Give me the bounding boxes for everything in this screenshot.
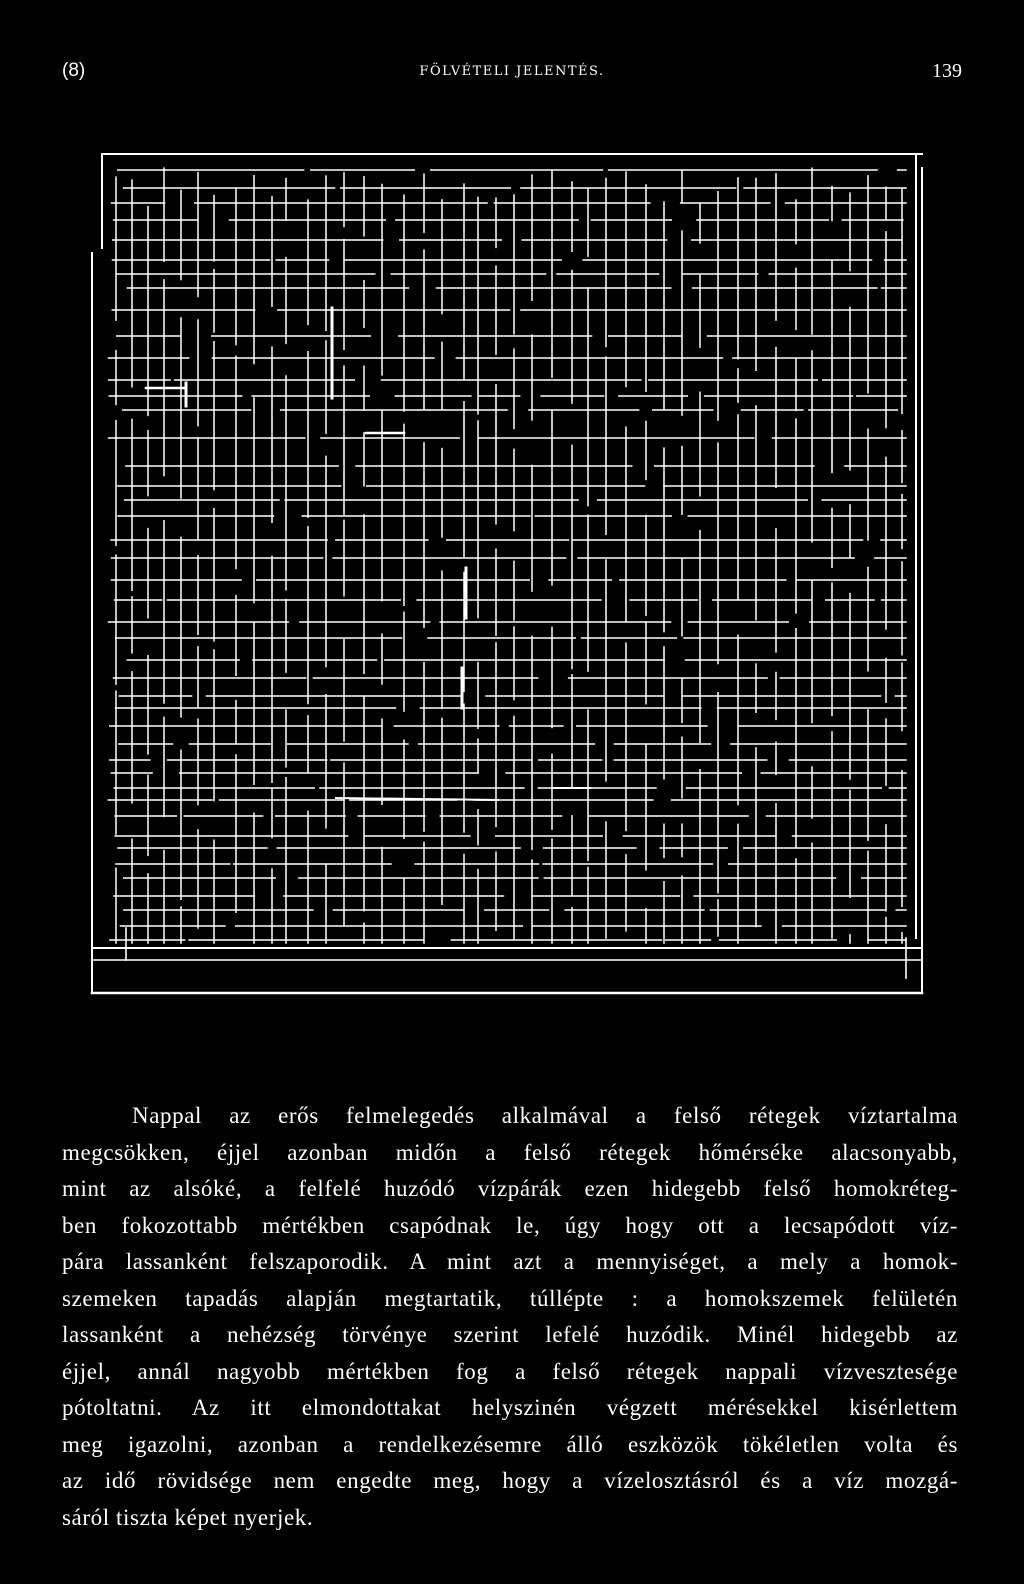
- text-line: ben fokozottabb mértékben csapódnak le, úgy hogy ott a lecsapódott víz-: [62, 1212, 958, 1238]
- text-line: mint az alsóké, a felfelé huzódó vízpárák ezen hidegebb felső homokréteg-: [62, 1176, 958, 1201]
- grid-diagram-icon: [86, 148, 931, 1008]
- running-title: FÖLVÉTELI JELENTÉS.: [419, 64, 605, 79]
- page-reference: (8): [62, 60, 86, 81]
- page-header: [62, 60, 962, 90]
- text-line: az idő rövidsége nem engedte meg, hogy a vízelosztásról és a víz mozgá-: [62, 1468, 958, 1493]
- grid-figure: [86, 148, 931, 1008]
- body-paragraph: [62, 1098, 958, 1536]
- text-line: Nappal az erős felmelegedés alkalmával a felső rétegek víztartalma: [132, 1103, 958, 1128]
- text-line: lassanként a nehézség törvénye szerint lefelé huzódik. Minél hidegebb az: [62, 1322, 958, 1347]
- text-line: pára lassanként felszaporodik. A mint azt a mennyiséget, a mely a homok-: [62, 1249, 958, 1274]
- page-number: 139: [932, 60, 962, 82]
- text-line: sáról tiszta képet nyerjek.: [62, 1504, 314, 1530]
- text-line: szemeken tapadás alapján megtartatik, túllépte : a homokszemek felületén: [62, 1285, 958, 1311]
- text-line: pótoltatni. Az itt elmondottakat helyszinén végzett mérésekkel kisérlettem: [62, 1395, 958, 1420]
- text-line: éjjel, annál nagyobb mértékben fog a felső rétegek nappali vízvesztesége: [62, 1358, 958, 1384]
- text-line: megcsökken, éjjel azonban midőn a felső rétegek hőmérséke alacsonyabb,: [62, 1139, 958, 1165]
- text-line: meg igazolni, azonban a rendelkezésemre álló eszközök tökéletlen volta és: [62, 1431, 958, 1457]
